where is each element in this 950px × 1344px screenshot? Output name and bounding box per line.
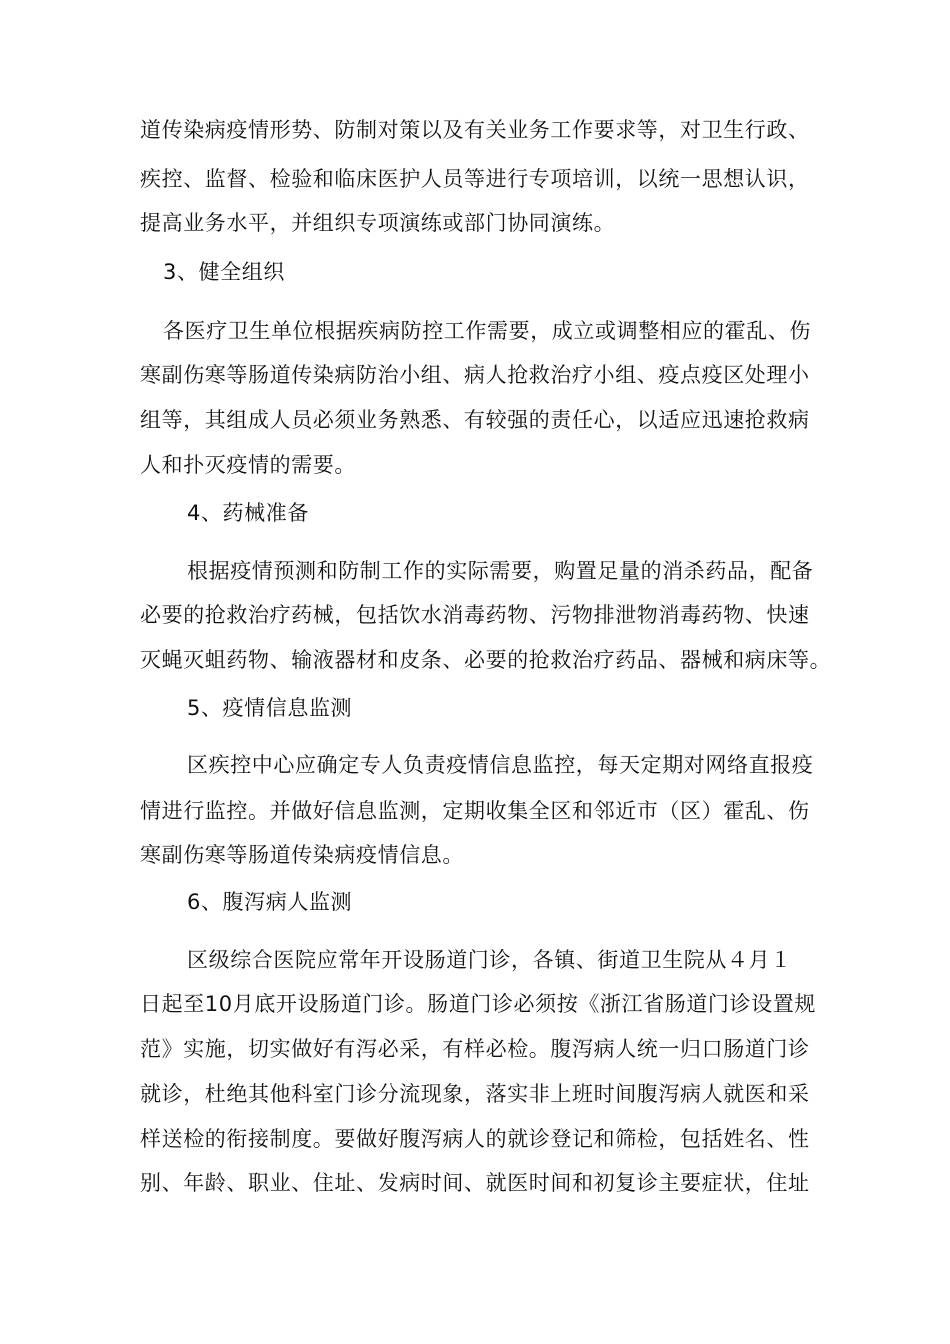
section-heading-6: 6、腹泻病人监测 [187, 890, 353, 914]
paragraph-line: 必要的抢救治疗药械，包括饮水消毒药物、污物排泄物消毒药物、快速 [140, 603, 810, 627]
paragraph-line: 提高业务水平，并组织专项演练或部门协同演练。 [140, 211, 616, 235]
paragraph-line: 日起至10月底开设肠道门诊。肠道门诊必须按《浙江省肠道门诊设置规 [140, 992, 816, 1016]
paragraph-line: 道传染病疫情形势、防制对策以及有关业务工作要求等，对卫生行政、 [140, 118, 810, 142]
section-heading-4: 4、药械准备 [187, 501, 309, 525]
paragraph-line: 组等，其组成人员必须业务熟悉、有较强的责任心，以适应迅速抢救病 [140, 408, 810, 432]
paragraph-line: 疾控、监督、检验和临床医护人员等进行专项培训，以统一思想认识， [140, 167, 810, 191]
paragraph-line: 寒副伤寒等肠道传染病防治小组、病人抢救治疗小组、疫点疫区处理小 [140, 363, 810, 387]
paragraph-line: 样送检的衔接制度。要做好腹泻病人的就诊登记和筛检，包括姓名、性 [140, 1127, 810, 1151]
section-heading-5: 5、疫情信息监测 [187, 696, 353, 720]
paragraph-line: 别、年龄、职业、住址、发病时间、就医时间和初复诊主要症状，住址 [140, 1171, 810, 1195]
paragraph-line: 范》实施，切实做好有泻必采，有样必检。腹泻病人统一归口肠道门诊 [140, 1037, 810, 1061]
paragraph-line: 根据疫情预测和防制工作的实际需要，购置足量的消杀药品，配备 [187, 559, 814, 583]
paragraph-line: 情进行监控。并做好信息监测，定期收集全区和邻近市（区）霍乱、伤 [140, 799, 810, 823]
section-heading-3: 3、健全组织 [163, 260, 285, 284]
paragraph-line: 灭蝇灭蛆药物、输液器材和皮条、必要的抢救治疗药品、器械和病床等。 [140, 648, 832, 672]
paragraph-line: 各医疗卫生单位根据疾病防控工作需要，成立或调整相应的霍乱、伤 [163, 319, 811, 343]
paragraph-line: 人和扑灭疫情的需要。 [140, 453, 356, 477]
paragraph-line: 寒副伤寒等肠道传染病疫情信息。 [140, 843, 464, 867]
paragraph-line: 区级综合医院应常年开设肠道门诊，各镇、街道卫生院从４月１ [187, 948, 792, 972]
paragraph-line: 就诊，杜绝其他科室门诊分流现象，落实非上班时间腹泻病人就医和采 [140, 1082, 810, 1106]
paragraph-line: 区疾控中心应确定专人负责疫情信息监控，每天定期对网络直报疫 [187, 753, 814, 777]
